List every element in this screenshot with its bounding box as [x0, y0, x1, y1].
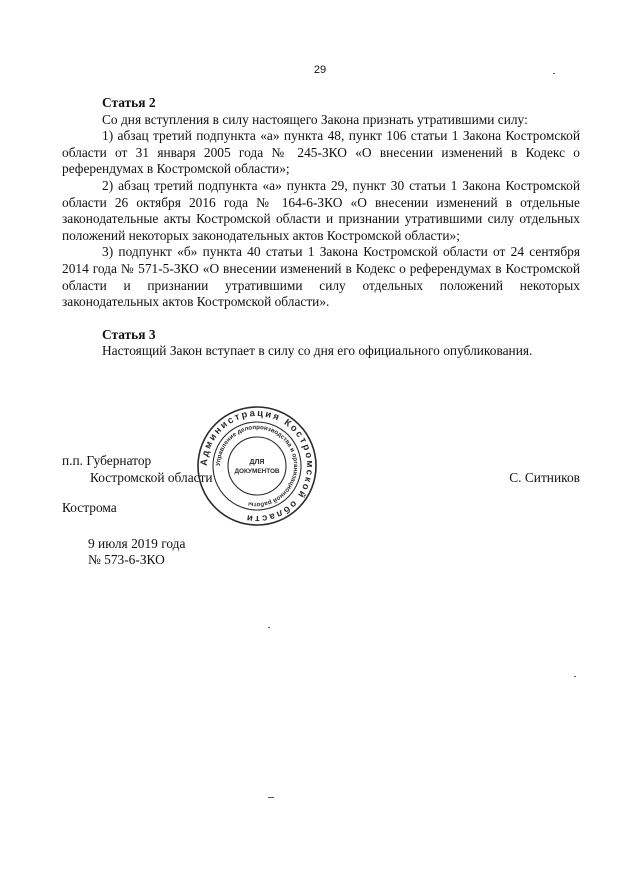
signing-date: 9 июля 2019 года: [88, 536, 186, 551]
article-2-heading: Статья 2: [102, 95, 156, 110]
document-body: [62, 95, 580, 360]
signature-block: [62, 452, 580, 486]
stamp-outer-text: Администрация Костромской области: [198, 407, 316, 525]
stamp-center-line-1: ДЛЯ: [249, 459, 265, 466]
article-2-item-3: 3) подпункт «б» пункта 40 статьи 1 Закона Костромской области от 24 сентября 2014 года № 571-5-ЗКО «О внесении изменений в Кодекс о референдумах в Костромской области и признании утратившими силу отдельных положений некоторых законодательных актов Костромской области».: [62, 244, 580, 310]
article-2-item-1: 1) абзац третий подпункта «а» пункта 48, пункт 106 статьи 1 Закона Костромской области от 31 января 2005 года № 245-ЗКО «О внесении изменений в Кодекс о референдумах в Костромской области»;: [62, 128, 580, 177]
page-number: 29: [313, 64, 327, 76]
city: Кострома: [62, 500, 117, 515]
article-3-heading: Статья 3: [102, 326, 156, 342]
law-number: № 573-6-ЗКО: [88, 552, 165, 567]
signatory-name: С. Ситников: [509, 470, 580, 485]
date-block: [88, 536, 185, 568]
signatory-region: Костромской области: [90, 470, 213, 485]
signatory-title: п.п. Губернатор: [62, 453, 152, 468]
scan-speck: [553, 73, 555, 74]
article-2-intro: Со дня вступления в силу настоящего Закона признать утратившими силу:: [102, 111, 528, 127]
article-2-item-2: 2) абзац третий подпункта «а» пункта 29, пункт 30 статьи 1 Закона Костромской области 26 октября 2016 года № 164-6-ЗКО «О внесении изменений в отдельные законодательные акты Костромской области и признании утратившими силу отдельных положений некоторых законодательных актов Костромской области»;: [62, 177, 580, 243]
official-stamp: [195, 404, 319, 528]
scan-speck: [268, 627, 270, 628]
scan-speck: [268, 797, 274, 798]
stamp-inner-text: Управление делопроизводства и организационной работы: [214, 423, 300, 509]
scan-speck: [574, 676, 576, 677]
article-3-text: Настоящий Закон вступает в силу со дня его официального опубликования.: [102, 343, 533, 359]
stamp-center-line-2: ДОКУМЕНТОВ: [234, 468, 280, 475]
